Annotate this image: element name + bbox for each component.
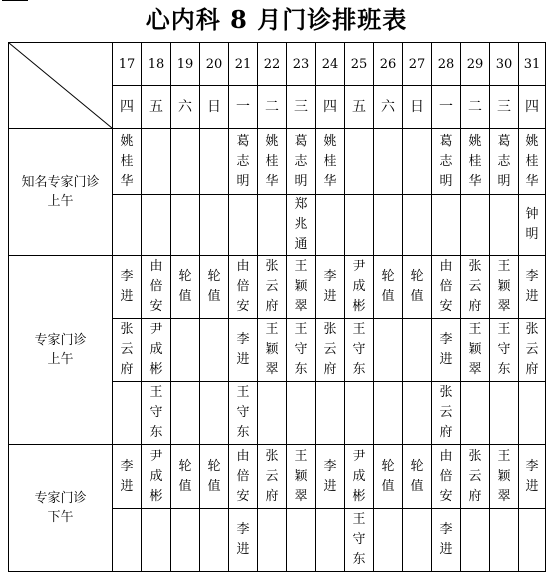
weekday-cell: 二 xyxy=(461,86,490,129)
doctor-cell xyxy=(258,445,287,509)
doctor-cell xyxy=(229,509,258,572)
section-label-cell xyxy=(9,445,113,572)
weekday-cell: 日 xyxy=(200,86,229,129)
date-cell: 28 xyxy=(432,43,461,86)
doctor-name: 轮 值 xyxy=(207,269,221,304)
doctor-cell xyxy=(171,195,200,256)
doctor-cell xyxy=(229,445,258,509)
weekday-cell: 六 xyxy=(374,86,403,129)
date-cell: 19 xyxy=(171,43,200,86)
doctor-cell xyxy=(461,509,490,572)
date-cell: 17 xyxy=(113,43,142,86)
doctor-cell xyxy=(229,129,258,195)
doctor-cell xyxy=(287,319,316,382)
doctor-cell xyxy=(403,382,432,445)
doctor-name: 尹 成 彬 xyxy=(352,259,366,314)
doctor-cell xyxy=(345,319,374,382)
doctor-cell xyxy=(113,445,142,509)
doctor-cell xyxy=(142,195,171,256)
doctor-name: 姚 桂 华 xyxy=(525,133,539,189)
date-cell: 21 xyxy=(229,43,258,86)
weekday-cell: 四 xyxy=(113,86,142,129)
doctor-name: 由 倍 安 xyxy=(236,448,250,504)
doctor-cell xyxy=(461,195,490,256)
doctor-cell xyxy=(519,129,546,195)
weekday-cell: 日 xyxy=(403,86,432,129)
date-header-row xyxy=(9,43,546,86)
doctor-name: 郑 兆 通 xyxy=(294,197,308,252)
doctor-cell xyxy=(519,445,546,509)
doctor-cell xyxy=(200,382,229,445)
doctor-name: 王 颖 翠 xyxy=(497,259,511,314)
date-cell: 23 xyxy=(287,43,316,86)
doctor-name: 张 云 府 xyxy=(468,259,482,314)
doctor-cell xyxy=(287,445,316,509)
weekday-cell: 三 xyxy=(490,86,519,129)
doctor-cell xyxy=(403,129,432,195)
schedule-table xyxy=(8,42,546,572)
doctor-cell xyxy=(345,509,374,572)
doctor-cell xyxy=(113,195,142,256)
section-label-cell xyxy=(9,129,113,256)
doctor-cell xyxy=(142,319,171,382)
doctor-cell xyxy=(229,319,258,382)
doctor-cell xyxy=(461,445,490,509)
doctor-cell xyxy=(490,382,519,445)
doctor-name: 轮 值 xyxy=(410,458,424,494)
doctor-name: 轮 值 xyxy=(207,458,221,494)
doctor-name: 葛 志 明 xyxy=(236,133,250,189)
corner-diagonal-line xyxy=(9,43,112,128)
doctor-cell xyxy=(432,319,461,382)
doctor-cell xyxy=(113,509,142,572)
doctor-cell xyxy=(374,129,403,195)
doctor-cell xyxy=(258,256,287,319)
doctor-cell xyxy=(403,195,432,256)
top-edge-mark xyxy=(2,0,28,1)
section-label-line: 上午 xyxy=(47,194,74,209)
doctor-cell xyxy=(374,445,403,509)
doctor-cell xyxy=(258,382,287,445)
doctor-cell xyxy=(171,129,200,195)
doctor-name: 张 云 府 xyxy=(439,385,453,440)
weekday-cell: 六 xyxy=(171,86,200,129)
doctor-name: 轮 值 xyxy=(410,269,424,304)
page-title: 心内科 8 月门诊排班表 xyxy=(145,5,408,34)
doctor-name: 姚 桂 华 xyxy=(468,133,482,189)
doctor-cell xyxy=(403,319,432,382)
doctor-cell xyxy=(461,382,490,445)
doctor-name: 张 云 府 xyxy=(265,259,279,314)
doctor-cell xyxy=(519,509,546,572)
doctor-cell xyxy=(519,256,546,319)
doctor-cell xyxy=(287,129,316,195)
doctor-name: 钟 明 xyxy=(525,207,539,242)
doctor-cell xyxy=(432,195,461,256)
doctor-cell xyxy=(490,319,519,382)
doctor-name: 姚 桂 华 xyxy=(265,133,279,189)
weekday-cell: 三 xyxy=(287,86,316,129)
doctor-cell xyxy=(461,129,490,195)
section-label-line: 专家门诊 xyxy=(34,491,87,506)
doctor-cell xyxy=(200,509,229,572)
doctor-cell xyxy=(287,509,316,572)
doctor-name: 王 颖 翠 xyxy=(265,322,279,377)
weekday-cell: 四 xyxy=(316,86,345,129)
weekday-cell: 一 xyxy=(229,86,258,129)
doctor-name: 王 颖 翠 xyxy=(294,448,308,504)
doctor-name: 张 云 府 xyxy=(265,448,279,504)
doctor-cell xyxy=(403,509,432,572)
doctor-cell xyxy=(171,256,200,319)
date-cell: 26 xyxy=(374,43,403,86)
section-label-cell xyxy=(9,256,113,445)
doctor-cell xyxy=(432,382,461,445)
weekday-cell: 五 xyxy=(142,86,171,129)
doctor-cell xyxy=(316,445,345,509)
doctor-cell xyxy=(142,382,171,445)
doctor-cell xyxy=(345,256,374,319)
doctor-cell xyxy=(490,195,519,256)
weekday-cell: 二 xyxy=(258,86,287,129)
doctor-cell xyxy=(403,445,432,509)
doctor-cell xyxy=(316,382,345,445)
doctor-name: 由 倍 安 xyxy=(149,259,163,314)
doctor-cell xyxy=(316,129,345,195)
doctor-name: 张 云 府 xyxy=(525,322,539,377)
doctor-name: 王 守 东 xyxy=(497,322,511,377)
doctor-name: 葛 志 明 xyxy=(497,133,511,189)
doctor-name: 由 倍 安 xyxy=(439,259,453,314)
doctor-cell xyxy=(519,319,546,382)
doctor-name: 张 云 府 xyxy=(120,322,134,377)
doctor-cell xyxy=(490,129,519,195)
corner-header-cell xyxy=(9,43,113,129)
doctor-cell xyxy=(200,256,229,319)
doctor-cell xyxy=(461,319,490,382)
doctor-cell xyxy=(345,129,374,195)
doctor-name: 王 颖 翠 xyxy=(294,259,308,314)
doctor-cell xyxy=(287,195,316,256)
doctor-name: 葛 志 明 xyxy=(439,133,453,189)
doctor-name: 张 云 府 xyxy=(468,448,482,504)
doctor-name: 姚 桂 华 xyxy=(120,133,134,189)
doctor-cell xyxy=(374,319,403,382)
doctor-name: 尹 成 彬 xyxy=(149,322,163,377)
doctor-cell xyxy=(374,382,403,445)
doctor-name: 李 进 xyxy=(236,332,250,367)
doctor-name: 轮 值 xyxy=(381,269,395,304)
doctor-cell xyxy=(316,509,345,572)
doctor-cell xyxy=(403,256,432,319)
doctor-cell xyxy=(113,382,142,445)
doctor-cell xyxy=(345,382,374,445)
date-cell: 24 xyxy=(316,43,345,86)
doctor-name: 王 守 东 xyxy=(294,322,308,377)
doctor-cell xyxy=(374,195,403,256)
doctor-cell xyxy=(113,319,142,382)
doctor-cell xyxy=(142,445,171,509)
doctor-cell xyxy=(287,256,316,319)
doctor-cell xyxy=(374,256,403,319)
doctor-cell xyxy=(200,319,229,382)
doctor-name: 张 云 府 xyxy=(323,322,337,377)
doctor-name: 轮 值 xyxy=(178,458,192,494)
doctor-cell xyxy=(432,129,461,195)
doctor-cell xyxy=(258,129,287,195)
doctor-name: 王 颖 翠 xyxy=(468,322,482,377)
doctor-cell xyxy=(316,256,345,319)
schedule-row xyxy=(9,256,546,319)
doctor-cell xyxy=(316,319,345,382)
doctor-cell xyxy=(258,509,287,572)
date-cell: 31 xyxy=(519,43,546,86)
doctor-cell xyxy=(229,382,258,445)
doctor-cell xyxy=(316,195,345,256)
doctor-cell xyxy=(345,445,374,509)
doctor-cell xyxy=(200,195,229,256)
doctor-name: 由 倍 安 xyxy=(439,448,453,504)
doctor-cell xyxy=(171,445,200,509)
date-cell: 30 xyxy=(490,43,519,86)
schedule-row xyxy=(9,129,546,195)
doctor-cell xyxy=(490,509,519,572)
date-cell: 29 xyxy=(461,43,490,86)
doctor-name: 王 守 东 xyxy=(352,322,366,377)
section-label-line: 知名专家门诊 xyxy=(21,175,100,190)
doctor-name: 尹 成 彬 xyxy=(149,448,163,504)
doctor-cell xyxy=(200,445,229,509)
doctor-cell xyxy=(374,509,403,572)
doctor-name: 李 进 xyxy=(525,458,539,494)
doctor-name: 王 守 东 xyxy=(236,385,250,440)
section-label-line: 下午 xyxy=(47,510,74,525)
section-label-line: 上午 xyxy=(47,352,74,367)
doctor-cell xyxy=(432,445,461,509)
section-label-line: 专家门诊 xyxy=(34,333,87,348)
date-cell: 22 xyxy=(258,43,287,86)
doctor-name: 李 进 xyxy=(525,269,539,304)
doctor-name: 李 进 xyxy=(323,458,337,494)
date-cell: 25 xyxy=(345,43,374,86)
doctor-cell xyxy=(229,256,258,319)
doctor-cell xyxy=(519,382,546,445)
doctor-name: 轮 值 xyxy=(381,458,395,494)
doctor-cell xyxy=(113,256,142,319)
date-cell: 18 xyxy=(142,43,171,86)
doctor-cell xyxy=(490,445,519,509)
doctor-cell xyxy=(345,195,374,256)
doctor-cell xyxy=(142,256,171,319)
doctor-name: 李 进 xyxy=(236,522,250,557)
doctor-cell xyxy=(171,319,200,382)
doctor-cell xyxy=(287,382,316,445)
doctor-cell xyxy=(432,509,461,572)
weekday-cell: 五 xyxy=(345,86,374,129)
doctor-name: 尹 成 彬 xyxy=(352,448,366,504)
schedule-row xyxy=(9,445,546,509)
doctor-cell xyxy=(113,129,142,195)
date-cell: 20 xyxy=(200,43,229,86)
weekday-cell: 一 xyxy=(432,86,461,129)
doctor-name: 李 进 xyxy=(323,269,337,304)
doctor-name: 姚 桂 华 xyxy=(323,133,337,189)
doctor-name: 轮 值 xyxy=(178,269,192,304)
doctor-cell xyxy=(258,195,287,256)
doctor-name: 葛 志 明 xyxy=(294,133,308,189)
doctor-cell xyxy=(142,509,171,572)
doctor-name: 李 进 xyxy=(120,458,134,494)
doctor-cell xyxy=(171,382,200,445)
doctor-cell xyxy=(200,129,229,195)
doctor-cell xyxy=(432,256,461,319)
doctor-name: 王 守 东 xyxy=(352,512,366,567)
doctor-cell xyxy=(142,129,171,195)
doctor-name: 王 颖 翠 xyxy=(497,448,511,504)
date-cell: 27 xyxy=(403,43,432,86)
doctor-cell xyxy=(461,256,490,319)
doctor-name: 李 进 xyxy=(439,522,453,557)
doctor-cell xyxy=(490,256,519,319)
doctor-name: 李 进 xyxy=(439,332,453,367)
doctor-cell xyxy=(519,195,546,256)
doctor-name: 由 倍 安 xyxy=(236,259,250,314)
doctor-cell xyxy=(229,195,258,256)
weekday-cell: 四 xyxy=(519,86,546,129)
doctor-cell xyxy=(171,509,200,572)
doctor-name: 李 进 xyxy=(120,269,134,304)
doctor-cell xyxy=(258,319,287,382)
doctor-name: 王 守 东 xyxy=(149,385,163,440)
